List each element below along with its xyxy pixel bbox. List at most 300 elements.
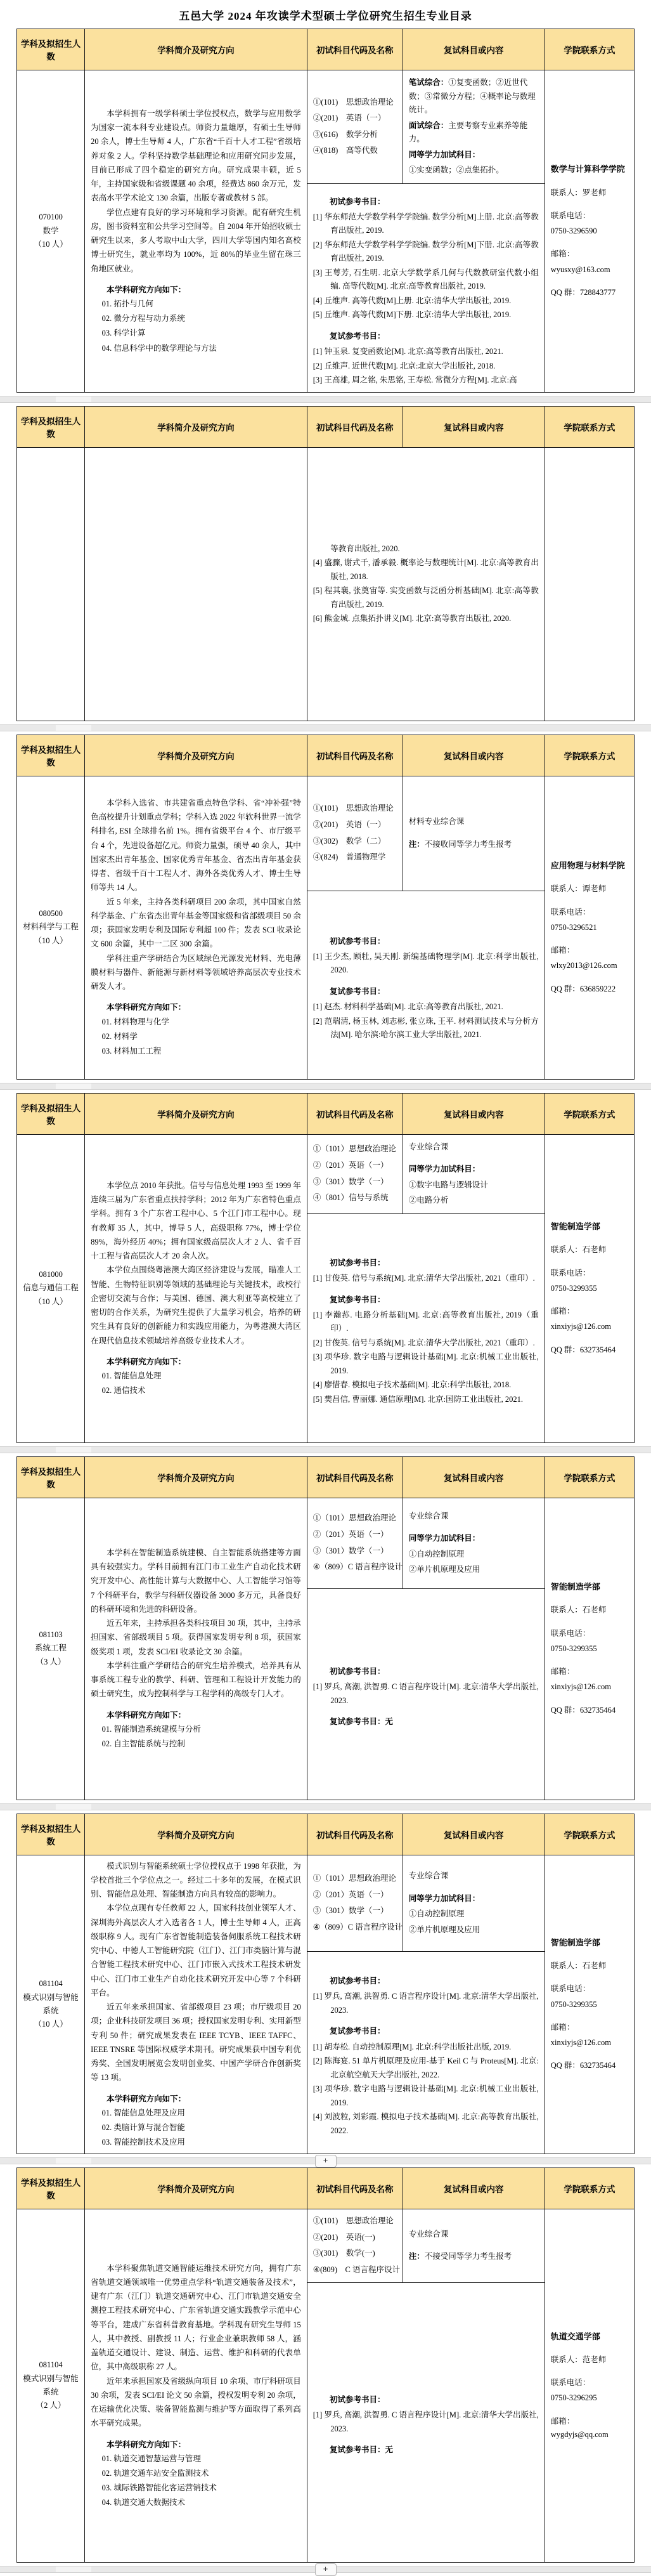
retest-line: 专业综合课 [408, 1871, 449, 1881]
catalog-table [16, 1456, 635, 1800]
program-code-cell [17, 776, 85, 1079]
book-entry: [4] 丘维声. 高等代数[M]上册. 北京:清华大学出版社, 2019. [313, 296, 512, 305]
book-entry: [2] 华东师范大学数学科学学院编. 数学分析[M]下册. 北京:高等教育出版社, 2019. [313, 240, 539, 263]
column-header-2: 学科简介及研究方向 [85, 2168, 307, 2209]
program-quota: （10 人） [34, 1297, 68, 1306]
contact-line: 联系人：石老师 [550, 1245, 607, 1255]
book-entry: [1] 罗兵, 高潮, 洪智勇. C 语言程序设计[M]. 北京:清华大学出版社, 2023. [313, 1682, 539, 1705]
contact-line: 0750-3296521 [550, 922, 597, 932]
book-entry: [4] 刘波粒, 刘彩霞. 模拟电子技术基础[M]. 北京:高等教育出版社, 2022. [313, 2112, 539, 2135]
book-entry: [1] 李瀚荪. 电路分析基础[M]. 北京:高等教育出版社, 2019（重印）. [313, 1310, 539, 1333]
contact-cell [545, 70, 634, 393]
books-heading: 复试参考书目：无 [330, 1717, 394, 1726]
retest-cell [403, 70, 545, 184]
column-header-5: 学院联系方式 [545, 29, 634, 70]
directions-heading: 本学科研究方向如下： [106, 285, 186, 294]
contact-line: 联系电话： [550, 2378, 591, 2388]
column-header-1: 学科及拟招生人数 [17, 1814, 85, 1855]
page-break-separator [0, 396, 651, 403]
column-header-3: 初试科目代码及名称 [307, 406, 403, 447]
retest-line: 注：不接受同等学力考生报考 [408, 2252, 512, 2261]
program-name: 模式识别与智能系统 [23, 2374, 79, 2396]
exam-subject: ④（801）信号与系统 [313, 1193, 389, 1203]
program-code-cell [17, 1855, 85, 2154]
page-break-notch [56, 1083, 91, 1089]
program-row [17, 776, 635, 891]
retest-cell [403, 2209, 545, 2283]
expand-page-break-button[interactable]: + [315, 2563, 337, 2576]
catalog-pages [0, 29, 651, 2573]
direction-item: 01. 拓扑与几何 [101, 299, 153, 309]
program-name: 系统工程 [35, 1644, 67, 1653]
exam-subjects-cell [307, 2209, 403, 2283]
contact-line: QQ 群：636859222 [550, 984, 616, 993]
column-header-4: 复试科目或内容 [403, 1456, 545, 1498]
direction-item: 03. 智能控制技术及应用 [101, 2138, 185, 2147]
exam-subject: ①（101）思想政治理论 [313, 1144, 397, 1154]
exam-subjects-cell [307, 1498, 403, 1588]
contact-line: QQ 群：632735464 [550, 2061, 616, 2070]
contact-line: xinxiyjs@126.com [550, 2038, 611, 2048]
retest-line: ②单片机原理及应用 [408, 1925, 480, 1934]
exam-subject: ④（809）C 语言程序设计 [313, 1922, 403, 1932]
retest-line: 面试综合：主要考察专业素养等能力。 [408, 121, 528, 143]
header-row [17, 2168, 635, 2209]
catalog-table [16, 1093, 635, 1443]
intro-paragraph: 本学位点围绕粤港澳大湾区经济建设与发展，瞄准人工智能、生物特征识别等领域的基础理论与关键技术，政校行企密切交流与合作；与美国、德国、澳大利亚等高校建立了密切的合作关系，为研究生提供了大量学习机会，培养的研究生具有良好的创新能力和实践应用能力，为粤港澳大湾区在现代信息技术领域培养高级专业技术人才。 [91, 1265, 301, 1345]
retest-line: 同等学力加试科目： [408, 150, 480, 159]
book-entry: [1] 罗兵, 高潮, 洪智勇. C 语言程序设计[M]. 北京:清华大学出版社, 2023. [313, 2410, 539, 2433]
retest-line: ①自动控制原理 [408, 1909, 465, 1919]
program-code: 081000 [39, 1270, 63, 1279]
column-header-1: 学科及拟招生人数 [17, 1456, 85, 1498]
contact-line: 邮箱： [550, 1667, 575, 1677]
direction-item: 01. 轨道交通智慧运营与管理 [101, 2454, 201, 2463]
book-entry: [5] 樊昌信, 曹丽娜. 通信原理[M]. 北京:国防工业出版社, 2021. [313, 1394, 524, 1404]
direction-item: 03. 科学计算 [101, 329, 146, 338]
directions-heading: 本学科研究方向如下： [106, 1357, 186, 1366]
book-entry: [1] 王少杰, 顾牡, 吴天刚. 新编基础物理学[M]. 北京:科学出版社, 2020. [313, 951, 539, 975]
intro-paragraph: 本学科聚焦轨道交通智能运维技术研究方向，拥有广东省轨道交通领域唯一优势重点学科“轨道交通装备及技术”，建有广东（江门）轨道交通研究中心、江门市轨道交通安全测控工程技术研究中心、广东省轨道交通实践教学示范中心等平台，建成广东省科普教育基地。学科现有研究生导师 15 人，其中教授、副教授 11 人；行业企业兼职教师 58 人，涵盖轨道交通设计、建设、制造、运营、维护和科研的代表单位，其中高级职称 27 人。 [91, 2263, 301, 2372]
book-entry: [5] 丘维声. 高等代数[M]下册. 北京:清华大学出版社, 2019. [313, 310, 512, 320]
exam-subject: ①(101) 思想政治理论 [313, 2216, 394, 2226]
program-intro-cell [85, 1134, 307, 1442]
column-header-5: 学院联系方式 [545, 1456, 634, 1498]
reference-books-cell [307, 1213, 545, 1442]
exam-subject: ③(616) 数学分析 [313, 129, 378, 139]
retest-line: 材料专业综合课 [408, 817, 465, 826]
program-code-cell [17, 1134, 85, 1442]
page-break-separator [0, 1446, 651, 1453]
catalog-page-6 [16, 1814, 635, 2155]
column-header-1: 学科及拟招生人数 [17, 2168, 85, 2209]
retest-line: ①自动控制原理 [408, 1549, 465, 1559]
contact-line: wyusxy@163.com [550, 265, 610, 274]
column-header-3: 初试科目代码及名称 [307, 1093, 403, 1134]
intro-paragraph: 近五年来承担国家、省部级项目 23 项；市厅级项目 20 项；企业科技研发项目 36 项；授权国家发明专利、实用新型专利 50 件；研究成果发表在 IEEE TCYB、IEEE TAFFC、IEEE TNSRE 等国际权威学术期刊。研究成果获中国专利优秀奖、全国发明展览会发明创业奖、中国产学研合作创新奖等 13 项。 [91, 2003, 301, 2082]
book-entry: [1] 甘俊英. 信号与系统[M]. 北京:清华大学出版社, 2021（重印）. [313, 1274, 535, 1283]
reference-books-cell [307, 2282, 545, 2562]
exam-subject: ③（301）数学（一） [313, 1177, 389, 1186]
page-break-notch [56, 1447, 91, 1453]
program-code-cell [17, 2209, 85, 2563]
book-entry: [4] 廖惜春. 模拟电子技术基础[M]. 北京:科学出版社, 2018. [313, 1380, 512, 1390]
contact-cell [545, 1498, 634, 1800]
exam-subject: ③（301）数学（一） [313, 1546, 389, 1555]
retest-line: 同等学力加试科目： [408, 1165, 480, 1174]
exam-subject: ④（809）C 语言程序设计 [313, 1562, 403, 1572]
contact-line: 联系人：谭老师 [550, 884, 607, 894]
program-code-cell [17, 447, 85, 721]
contact-line: 0750-3296590 [550, 226, 597, 236]
program-code: 081104 [39, 1979, 63, 1989]
catalog-page-3 [16, 735, 635, 1080]
contact-cell [545, 776, 634, 1079]
column-header-5: 学院联系方式 [545, 406, 634, 447]
reference-books-cell [307, 1952, 545, 2154]
catalog-table [16, 1814, 635, 2155]
program-intro-cell [85, 1498, 307, 1800]
exam-subject: ①(101) 思想政治理论 [313, 97, 394, 107]
retest-line: 同等学力加试科目： [408, 1534, 480, 1543]
exam-subject: ③(302) 数学（二） [313, 836, 386, 846]
book-entry: [2] 丘维声. 近世代数[M]. 北京:北京大学出版社, 2018. [313, 361, 496, 370]
intro-paragraph: 学科注重产学研结合为区域绿色光源发光材料、光电薄膜材料与器件、新能源与新材料等领域培养高层次专业技术研发人才。 [91, 953, 301, 991]
retest-cell [403, 1134, 545, 1213]
intro-paragraph: 本学科拥有一级学科硕士学位授权点，数学与应用数学为国家一流本科专业建设点。师资力量雄厚，有硕士生导师 20 余人，博士生导师 4 人，广东省“千百十人才工程”省级培养对象 2 人。学科坚持数学基础理论和应用研究同步发展，目前已形成了四个稳定的研究方向。研究成果丰硕，近 5 年，主持国家级和省级课题 40 余项，经费达 860 余万元，发表高水平学术论文 130 余篇，出版专著或教材 5 部。 [91, 108, 301, 203]
college-name: 智能制造学部 [550, 1937, 600, 1947]
program-code-cell [17, 1498, 85, 1800]
retest-line: 同等学力加试科目： [408, 1893, 480, 1903]
column-header-5: 学院联系方式 [545, 1093, 634, 1134]
contact-line: 邮箱： [550, 946, 575, 955]
contact-line: 0750-3299355 [550, 1644, 597, 1653]
intro-paragraph: 本学科注重产学研结合的研究生培养模式，培养具有从事系统工程专业的教学、科研、管理和工程设计开发能力的硕士研究生，成为控制科学与工程学科的高级专门人才。 [91, 1661, 301, 1699]
exam-subject: ①（101）思想政治理论 [313, 1874, 397, 1883]
column-header-2: 学科简介及研究方向 [85, 29, 307, 70]
program-intro-cell [85, 2209, 307, 2563]
page-title: 五邑大学 2024 年攻读学术型硕士学位研究生招生专业目录 [179, 10, 472, 22]
column-header-3: 初试科目代码及名称 [307, 735, 403, 776]
book-entry: [2] 甘俊英. 信号与系统[M]. 北京:清华大学出版社, 2021（重印）. [313, 1338, 535, 1347]
page-break-separator [0, 724, 651, 731]
direction-item: 02. 自主智能系统与控制 [101, 1739, 185, 1748]
retest-cell [403, 1855, 545, 1952]
direction-item: 04. 轨道交通大数据技术 [101, 2498, 185, 2507]
book-entry: 等教育出版社, 2020. [330, 544, 400, 553]
retest-cell [403, 1498, 545, 1588]
exam-subject: ③（301）数学（一） [313, 1906, 389, 1916]
direction-item: 02. 微分方程与动力系统 [101, 314, 185, 324]
intro-paragraph: 本学科入选省、市共建省重点特色学科、省“冲补强”特色高校提升计划重点学科；学科入选 2022 年软科世界一流学科排名, ESI 全球排名前 1%。拥有省级平台 4 个、市厅级平台 4 个，先进设备超亿元。师资力量强，硕导 40 余人，其中国家杰出青年基金、国家优秀青年基金、省杰出青年基金获得者、省级千百十工程人才、海外各类优秀人才、博士生导师等共 14 人。 [91, 798, 301, 892]
books-heading: 复试参考书目：无 [330, 2445, 394, 2455]
program-code: 070100 [39, 212, 63, 222]
contact-line: wlxy2013@126.com [550, 961, 617, 971]
intro-paragraph: 本学位点现有专任教师 22 人，国家科技创业领军人才、深圳海外高层次人才入选者各 1 人，博士生导师 4 人，正高级职称 9 人。现有广东省智能制造装备伺服系统工程技术研究中心、中德人工智能研究院（江门）、江门市类脑计算与混合智能工程技术研究中心、江门市嵌入式技术工程技术研发中心、江门市工业生产自动化技术研究开发中心等 7 个科研平台。 [91, 1904, 301, 1997]
book-entry: [3] 王高雄, 周之铭, 朱思铭, 王寿松. 常微分方程[M]. 北京:高 [313, 376, 517, 384]
program-name: 模式识别与智能系统 [23, 1992, 79, 2015]
college-name: 智能制造学部 [550, 1582, 600, 1592]
direction-item: 02. 通信技术 [101, 1386, 146, 1396]
book-entry: [1] 罗兵, 高潮, 洪智勇. C 语言程序设计[M]. 北京:清华大学出版社, 2023. [313, 1992, 539, 2015]
program-code: 081103 [39, 1630, 63, 1640]
books-heading: 初试参考书目： [330, 936, 385, 946]
column-header-1: 学科及拟招生人数 [17, 735, 85, 776]
reference-books-cell [307, 891, 545, 1079]
contact-line: 联系电话： [550, 211, 591, 220]
contact-line: QQ 群：728843777 [550, 287, 616, 297]
retest-line: ①数字电路与逻辑设计 [408, 1180, 488, 1189]
program-row [17, 1498, 635, 1588]
program-name: 数学 [42, 226, 59, 235]
continuation-row [17, 447, 635, 721]
contact-line: 邮箱：wygdyjs@qq.com [550, 2416, 609, 2439]
direction-item: 03. 材料加工工程 [101, 1046, 162, 1056]
column-header-2: 学科简介及研究方向 [85, 735, 307, 776]
column-header-3: 初试科目代码及名称 [307, 2168, 403, 2209]
exam-subject: ④(809) C 语言程序设计 [313, 2265, 401, 2274]
contact-line: 联系电话： [550, 1268, 591, 1278]
contact-line: 联系电话： [550, 1628, 591, 1638]
books-heading: 初试参考书目： [330, 2395, 385, 2404]
header-row [17, 29, 635, 70]
exam-subject: ④(824) 普通物理学 [313, 853, 386, 862]
retest-line: ②电路分析 [408, 1196, 449, 1205]
college-name: 应用物理与材料学院 [550, 861, 625, 871]
college-name: 智能制造学部 [550, 1222, 600, 1232]
column-header-5: 学院联系方式 [545, 735, 634, 776]
page-break-notch [56, 2158, 91, 2164]
contact-cell [545, 447, 634, 721]
column-header-1: 学科及拟招生人数 [17, 1093, 85, 1134]
direction-item: 01. 智能信息处理及应用 [101, 2108, 185, 2117]
contact-cell [545, 1855, 634, 2154]
intro-paragraph: 近年来承担国家及省级纵向项目 10 余项、市厅科研项目 30 余项，发表 SCI/EI 论文 50 余篇，授权发明专利 20 余项，在运输优化决策、装备智能监测与维护等方面取得了系列高水平研究成果。 [91, 2376, 301, 2428]
program-row [17, 1134, 635, 1213]
program-intro-cell [85, 70, 307, 393]
book-entry: [2] 范瑞清, 杨玉林, 刘志彬, 张立珠, 王平. 材料测试技术与分析方法[M]. 哈尔滨:哈尔滨工业大学出版社, 2021. [313, 1016, 539, 1039]
expand-page-break-button[interactable]: + [315, 2155, 337, 2167]
contact-line: 联系人：石老师 [550, 1605, 607, 1615]
books-heading: 初试参考书目： [330, 197, 385, 206]
retest-line: 专业综合课 [408, 1511, 449, 1520]
book-entry: [1] 胡寿松. 自动控制原理[M]. 北京:科学出版社出版, 2019. [313, 2042, 512, 2051]
page-break-notch [56, 725, 91, 731]
column-header-3: 初试科目代码及名称 [307, 1456, 403, 1498]
book-entry: [1] 钟玉泉. 复变函数论[M]. 北京:高等教育出版社, 2021. [313, 347, 503, 356]
retest-cell [403, 776, 545, 891]
column-header-4: 复试科目或内容 [403, 29, 545, 70]
directions-heading: 本学科研究方向如下： [106, 1710, 186, 1720]
program-intro-cell [85, 776, 307, 1079]
intro-paragraph: 学位点建有良好的学习环境和学习资源。配有研究生机房，图书资料室和公共学习空间等。自 2004 年开始招收硕士研究生以来，多人考取中山大学，四川大学等国内知名高校博士研究生，就业率均为 100%，近 80%的毕业生留在珠三角地区就业。 [91, 207, 301, 273]
contact-line: xinxiyjs@126.com [550, 1322, 611, 1331]
books-heading: 复试参考书目： [330, 2027, 385, 2036]
exam-subject: ③(301) 数学(一) [313, 2249, 375, 2258]
exam-subjects-cell [307, 70, 403, 184]
intro-paragraph: 近五年来，主持承担各类科技项目 30 项，其中，主持承担国家、省部级项目 5 项。获得国家发明专利 8 项，获国家级奖项 1 项，发表 SCI/EI 收录论文 30 余篇。 [91, 1619, 301, 1656]
column-header-2: 学科简介及研究方向 [85, 1456, 307, 1498]
exam-subject: ①(101) 思想政治理论 [313, 804, 394, 813]
contact-line: QQ 群：632735464 [550, 1345, 616, 1354]
book-entry: [3] 项华珍. 数字电路与逻辑设计基础[M]. 北京:机械工业出版社, 2019. [313, 2084, 539, 2107]
catalog-page-1 [16, 29, 635, 393]
column-header-4: 复试科目或内容 [403, 2168, 545, 2209]
book-entry: [1] 赵杰. 材料科学基础[M]. 北京:高等教育出版社, 2021. [313, 1002, 503, 1011]
books-heading: 初试参考书目： [330, 1666, 385, 1676]
direction-item: 01. 材料物理与化学 [101, 1017, 169, 1026]
contact-line: 0750-3299355 [550, 1999, 597, 2009]
header-row [17, 1456, 635, 1498]
retest-line: ①实变函数；②点集拓扑。 [408, 166, 504, 174]
intro-paragraph: 模式识别与智能系统硕士学位授权点于 1998 年获批，为学校首批三个学位点之一。经过二十多年的发展，在模式识别、智能信息处理、智能制造方向具有较高的影响力。 [91, 1861, 301, 1899]
intro-paragraph: 本学科在智能制造系统建模、自主智能系统搭建等方面具有较强实力。学科目前拥有江门市工业生产自动化技术研究开发中心、高性能计算与大数据中心、人工智能学习馆等 7 个科研平台，教学与科研仪器设备 3000 多万元，具备良好的科研环境和先进的科研设备。 [91, 1548, 301, 1614]
program-name: 材料科学与工程 [23, 922, 79, 932]
directions-heading: 本学科研究方向如下： [106, 2440, 186, 2449]
page-break-notch [56, 396, 91, 402]
column-header-1: 学科及拟招生人数 [17, 29, 85, 70]
contact-line: xinxiyjs@126.com [550, 1682, 611, 1692]
contact-line: 邮箱： [550, 1307, 575, 1316]
page-break-separator [0, 1803, 651, 1810]
program-row [17, 2209, 635, 2283]
exam-subject: ④(818) 高等代数 [313, 146, 378, 155]
contact-line: 联系人：范老师 [550, 2355, 607, 2364]
contact-line: 联系人：石老师 [550, 1961, 607, 1971]
book-entry: [6] 熊金城. 点集拓扑讲义[M]. 北京:高等教育出版社, 2020. [313, 614, 512, 623]
contact-cell [545, 1134, 634, 1442]
reference-books-cell [307, 447, 545, 721]
exam-subject: ②（201）英语（一） [313, 1529, 389, 1539]
contact-line: QQ 群：632735464 [550, 1705, 616, 1715]
books-heading: 初试参考书目： [330, 1977, 385, 1986]
column-header-4: 复试科目或内容 [403, 1814, 545, 1855]
program-row [17, 1855, 635, 1952]
books-heading: 复试参考书目： [330, 986, 385, 996]
catalog-table [16, 735, 635, 1080]
exam-subjects-cell [307, 1855, 403, 1952]
catalog-page-7 [16, 2167, 635, 2563]
program-quota: （10 人） [34, 2020, 68, 2029]
book-entry: [2] 陈海宴. 51 单片机原理及应用-基于 Keil C 与 Proteus[M]. 北京:北京航空航天大学出版社, 2022. [313, 2056, 539, 2079]
page-break-separator [0, 2157, 651, 2164]
exam-subject: ②（201）英语（一） [313, 1160, 389, 1170]
books-heading: 复试参考书目： [330, 1295, 385, 1304]
column-header-4: 复试科目或内容 [403, 735, 545, 776]
catalog-page-4 [16, 1093, 635, 1443]
exam-subject: ②(201) 英语(一) [313, 2232, 375, 2242]
college-name: 轨道交通学部 [550, 2331, 600, 2341]
contact-line: 0750-3299355 [550, 1283, 597, 1293]
book-entry: [5] 程其襄, 张奠宙等. 实变函数与泛函分析基础[M]. 北京:高等教育出版社, 2019. [313, 586, 539, 609]
direction-item: 03. 城际铁路智能化客运营销技术 [101, 2483, 217, 2492]
catalog-table [16, 2167, 635, 2563]
program-quota: （10 人） [34, 239, 68, 249]
exam-subject: ①（101）思想政治理论 [313, 1514, 397, 1523]
reference-books-cell [307, 1588, 545, 1800]
directions-heading: 本学科研究方向如下： [106, 1003, 186, 1012]
intro-paragraph: 近 5 年来，主持各类科研项目 200 余项，其中国家自然科学基金、广东省杰出青年基金等国家级和省部级项目 50 余项；获国家发明专利及国际专利超 100 件；发表 SCI 收录论文 600 余篇，其中一二区 300 余篇。 [91, 897, 301, 949]
contact-line: 邮箱： [550, 249, 575, 259]
catalog-page-2 [16, 406, 635, 721]
retest-line: ②单片机原理及应用 [408, 1565, 480, 1574]
direction-item: 01. 智能信息处理 [101, 1371, 162, 1380]
column-header-3: 初试科目代码及名称 [307, 29, 403, 70]
direction-item: 02. 类脑计算与混合智能 [101, 2122, 185, 2132]
exam-subject: ②（201）英语（一） [313, 1890, 389, 1899]
header-row [17, 406, 635, 447]
column-header-4: 复试科目或内容 [403, 1093, 545, 1134]
retest-line: 专业综合课 [408, 2229, 449, 2239]
column-header-4: 复试科目或内容 [403, 406, 545, 447]
direction-item: 02. 材料学 [101, 1031, 138, 1041]
program-code: 081104 [39, 2360, 63, 2370]
column-header-1: 学科及拟招生人数 [17, 406, 85, 447]
program-quota: （10 人） [34, 936, 68, 945]
program-name: 信息与通信工程 [23, 1283, 79, 1293]
program-quota: （3 人） [35, 1657, 66, 1666]
column-header-5: 学院联系方式 [545, 2168, 634, 2209]
contact-line: 联系电话： [550, 1984, 591, 1994]
book-entry: [3] 王萼芳, 石生明. 北京大学数学系几何与代数教研室代数小组编. 高等代数[M]. 北京:高等教育出版社, 2019. [313, 268, 539, 291]
catalog-table [16, 406, 635, 721]
book-entry: [4] 盛骤, 谢式千, 潘承毅. 概率论与数理统计[M]. 北京:高等教育出版社, 2018. [313, 558, 539, 581]
retest-line: 注：不接收同等学力考生报考 [408, 839, 512, 849]
program-code: 080500 [39, 909, 63, 919]
contact-line: 邮箱： [550, 2022, 575, 2032]
column-header-2: 学科简介及研究方向 [85, 1814, 307, 1855]
books-heading: 初试参考书目： [330, 1258, 385, 1267]
retest-line: 专业综合课 [408, 1142, 449, 1151]
book-entry: [3] 项华珍. 数字电路与逻辑设计基础[M]. 北京:机械工业出版社, 2019. [313, 1352, 539, 1375]
page-break-notch [56, 1804, 91, 1810]
column-header-5: 学院联系方式 [545, 1814, 634, 1855]
column-header-2: 学科简介及研究方向 [85, 1093, 307, 1134]
program-intro-cell [85, 447, 307, 721]
exam-subjects-cell [307, 1134, 403, 1213]
direction-item: 02. 轨道交通车站安全监测技术 [101, 2468, 209, 2478]
directions-heading: 本学科研究方向如下： [106, 2094, 186, 2103]
intro-paragraph: 本学位点 2010 年获批。信号与信息处理 1993 至 1999 年连续三届为广东省重点扶持学科；2012 年为广东省特色重点学科。拥有 3 个广东省工程中心、5 个江门市工程中心。现有教师 35 人，其中，博导 5 人，高级职称 77%，博士学位 89%，海外经历 40%；拥有国家级高层次人才 2 人、省千百十工程与省高层次人才 20 余人次。 [91, 1180, 301, 1260]
header-row [17, 1093, 635, 1134]
catalog-table [16, 29, 635, 393]
column-header-2: 学科简介及研究方向 [85, 406, 307, 447]
reference-books-cell [307, 183, 545, 392]
page-break-separator [0, 1083, 651, 1090]
direction-item: 01. 智能制造系统建模与分析 [101, 1724, 201, 1734]
contact-line: 0750-3296295 [550, 2393, 597, 2403]
program-code-cell [17, 70, 85, 393]
college-name: 数学与计算科学学院 [550, 164, 625, 174]
program-intro-cell [85, 1855, 307, 2154]
header-row [17, 735, 635, 776]
contact-line: 联系电话： [550, 907, 591, 917]
direction-item: 04. 信息科学中的数学理论与方法 [101, 343, 217, 353]
books-heading: 复试参考书目： [330, 331, 385, 341]
header-row [17, 1814, 635, 1855]
program-quota: （2 人） [35, 2401, 66, 2410]
page-break-separator [0, 2563, 651, 2573]
page-break-notch [56, 2566, 91, 2572]
program-row [17, 70, 635, 184]
column-header-3: 初试科目代码及名称 [307, 1814, 403, 1855]
exam-subject: ②(201) 英语（一） [313, 820, 386, 829]
retest-line: 笔试综合：①复变函数；②近世代数；③常微分方程；④概率论与数理统计。 [408, 78, 536, 114]
catalog-page-5 [16, 1456, 635, 1800]
book-entry: [1] 华东师范大学数学科学学院编. 数学分析[M]上册. 北京:高等教育出版社, 2019. [313, 212, 539, 235]
contact-cell [545, 2209, 634, 2563]
exam-subject: ②(201) 英语（一） [313, 114, 386, 123]
